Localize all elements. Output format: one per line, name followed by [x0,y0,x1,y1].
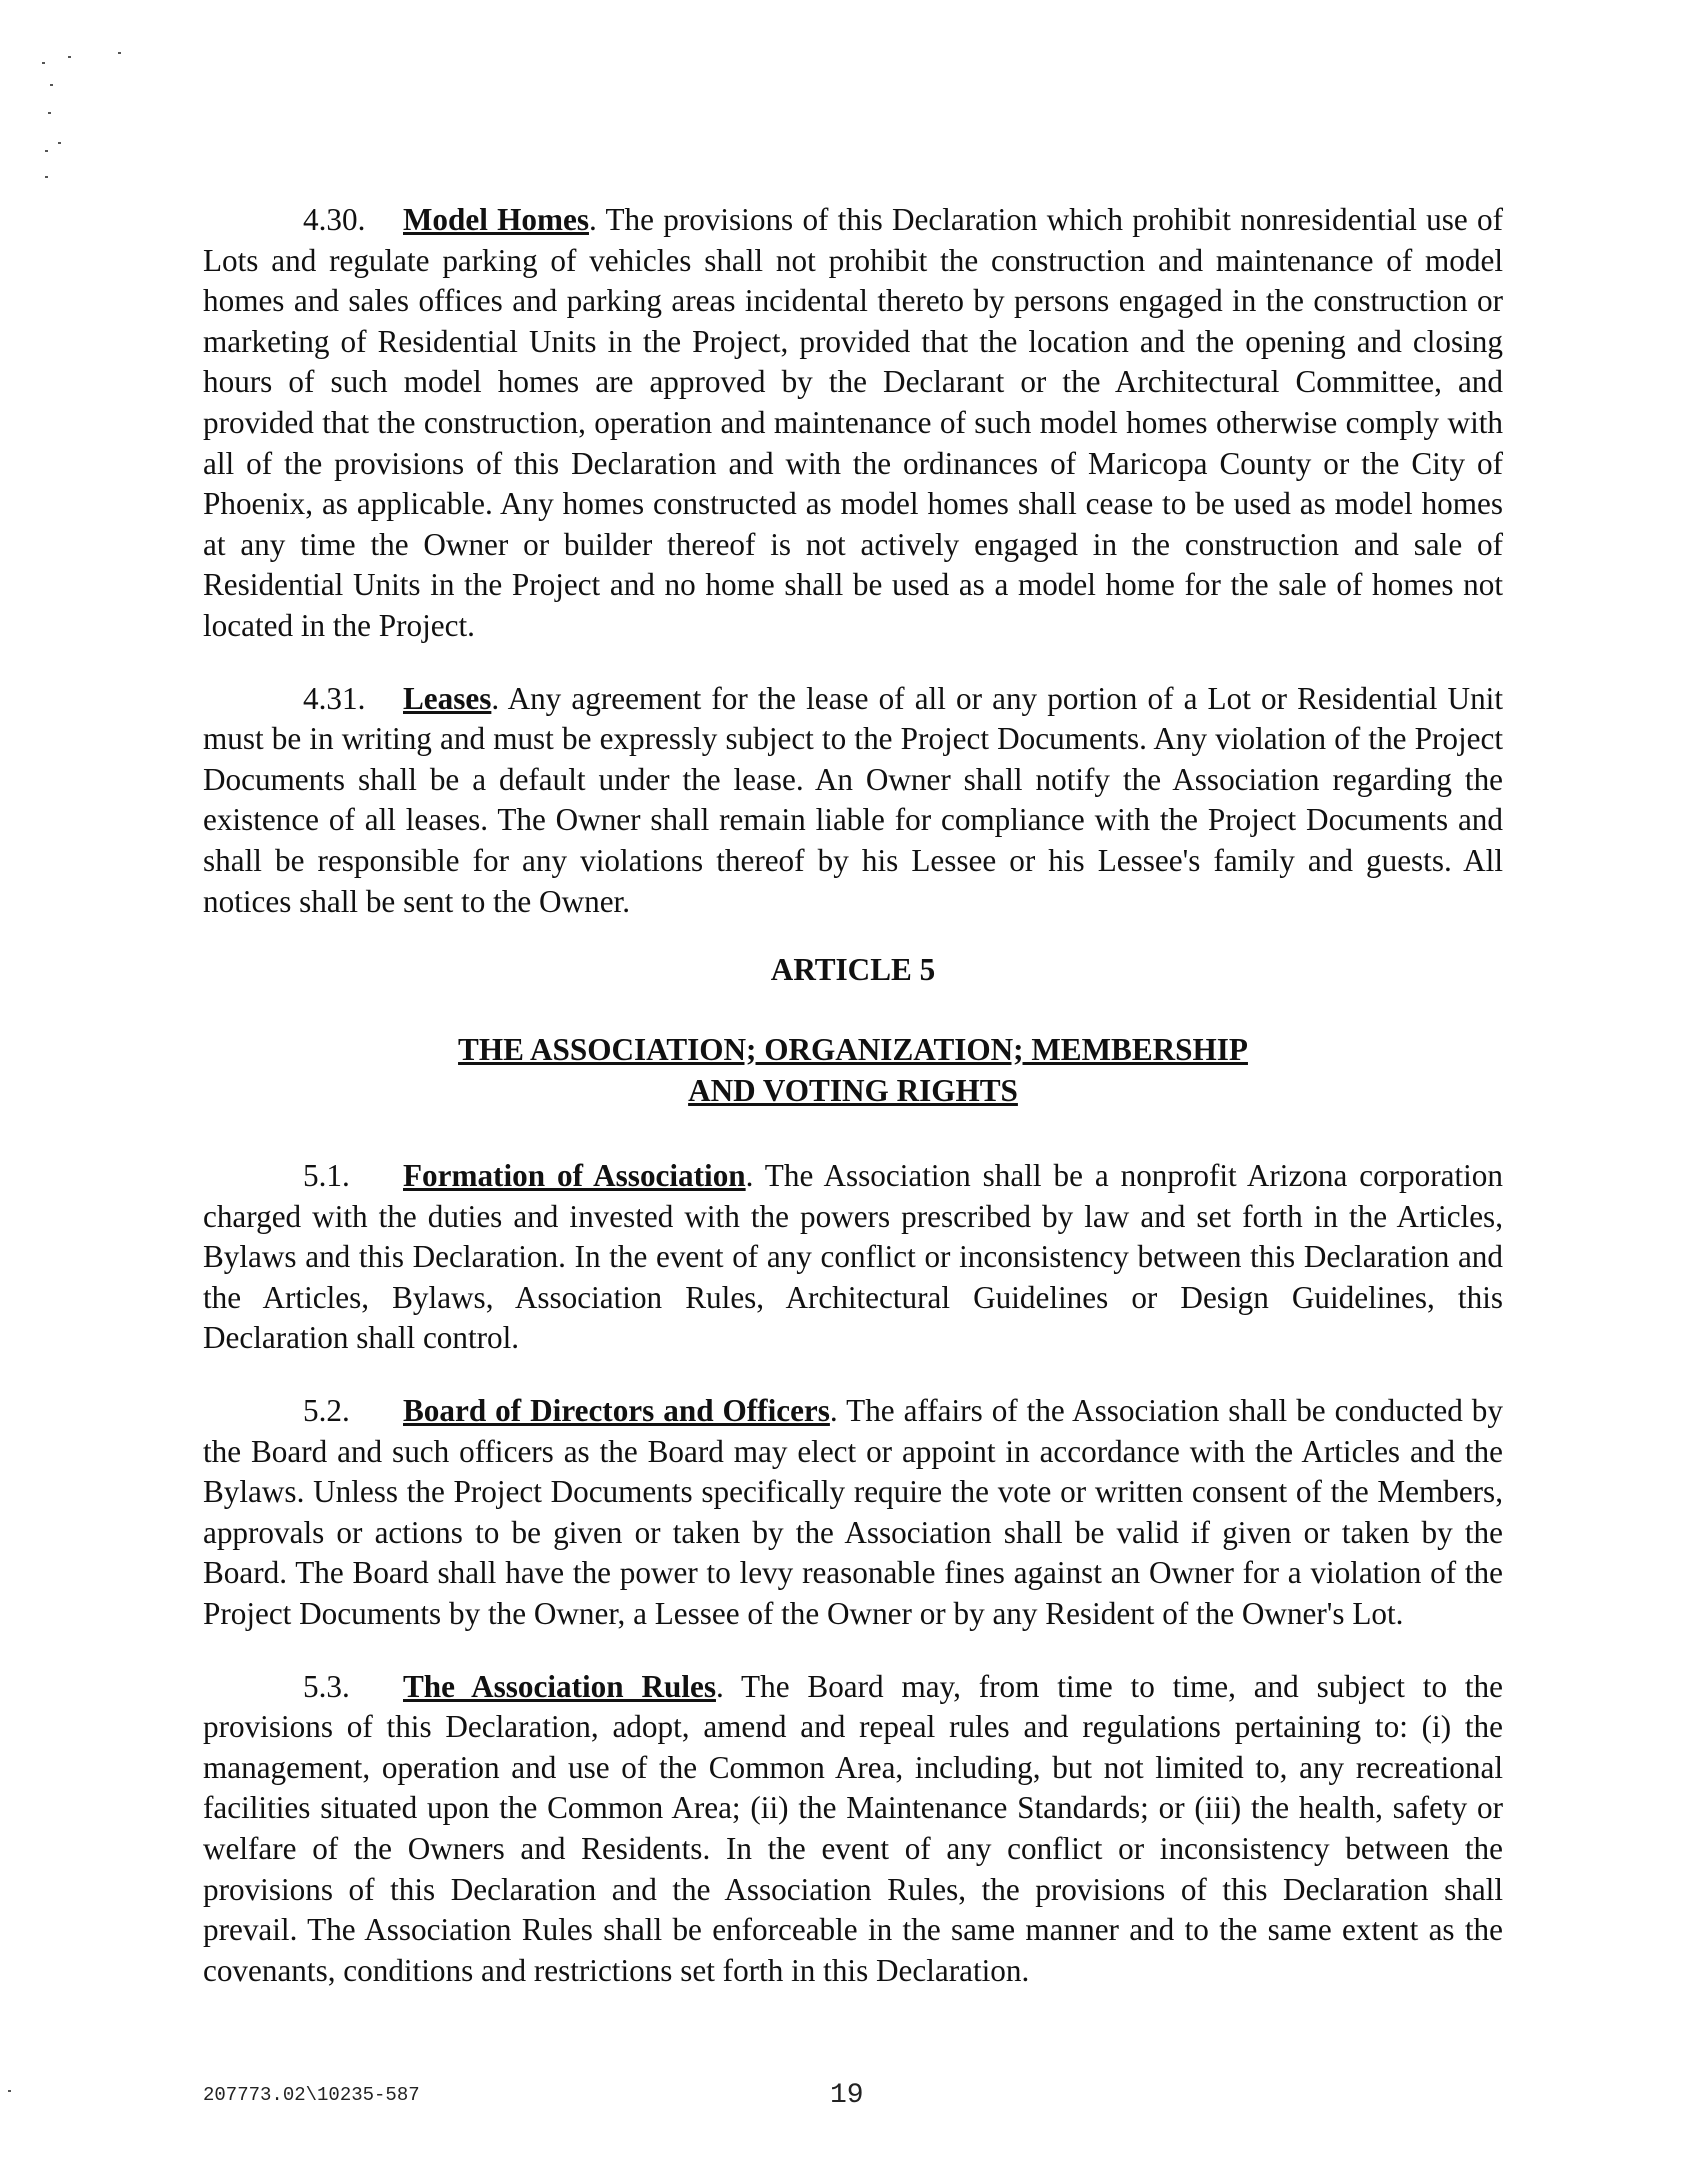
section-title: Model Homes [403,202,589,237]
scan-speck [58,142,61,144]
scan-speck [45,150,48,152]
article-title-line-1: THE ASSOCIATION; ORGANIZATION; MEMBERSHIP [458,1032,1248,1067]
body-text-upper [203,200,1503,922]
document-code: 207773.02\10235-587 [203,2084,420,2106]
section-title: The Association Rules [403,1668,716,1704]
section-4-30 [203,200,1503,647]
section-text: . The provisions of this Declaration which prohibit nonresidential use of Lots and regulate parking of vehicles shall not prohibit the construction and maintenance of model homes and sales offices and parking areas incidental thereto by persons engaged in the construction or marketing of Residential Units in the Project, provided that the location and the opening and closing hours of such model homes are approved by the Declarant or the Architectural Committee, and provided that the construction, operation and maintenance of such model homes otherwise comply with all of the provisions of this Declaration and with the ordinances of Maricopa County or the City of Phoenix, as applicable. Any homes constructed as model homes shall cease to be used as model homes at any time the Owner or builder thereof is not actively engaged in the construction and sale of Residential Units in the Project and no home shall be used as a model home for the sale of homes not located in the Project. [203,202,1503,643]
article-title [203,1030,1503,1111]
section-5-3 [203,1667,1503,1992]
article-title-line-2: AND VOTING RIGHTS [688,1072,1018,1108]
scan-speck [68,56,71,58]
article-heading: ARTICLE 5 [770,952,936,987]
section-5-1 [203,1156,1503,1359]
section-number: 5.1. [303,1158,350,1193]
scan-speck [42,62,45,64]
scan-speck [48,112,51,114]
body-text-lower [203,1156,1503,1991]
scan-speck [118,52,121,54]
section-number: 5.2. [303,1392,350,1428]
section-number: 4.31. [303,680,366,716]
section-text: . The Board may, from time to time, and subject to the provisions of this Declaration, adopt, amend and repeal rules and regulations pertaining to: (i) the management, operation and use of the Common Area, including, but not limited to, any recreational facilities situated upon the Common Area; (ii) the Maintenance Standards; or (iii) the health, safety or welfare of the Owners and Residents. In the event of any conflict or inconsistency between the provisions of this Declaration and the Association Rules, the provisions of this Declaration shall prevail. The Association Rules shall be enforceable in the same manner and to the same extent as the covenants, conditions and restrictions set forth in this Declaration. [203,1668,1503,1988]
section-5-2 [203,1391,1503,1635]
scan-speck [50,84,53,86]
section-title: Formation of Association [403,1158,746,1193]
section-number: 5.3. [303,1668,350,1704]
scan-speck [8,2090,11,2092]
section-text: . Any agreement for the lease of all or any portion of a Lot or Residential Unit must be in writing and must be expressly subject to the Project Documents. Any violation of the Project Documents shall be a default under the lease. An Owner shall notify the Association regarding the existence of all leases. The Owner shall remain liable for compliance with the Project Documents and shall be responsible for any violations thereof by his Lessee or his Lessee's family and guests. All notices shall be sent to the Owner. [203,680,1503,919]
section-4-31 [203,679,1503,923]
scan-speck [45,176,48,178]
section-title: Leases [403,680,492,716]
section-text: . The Association shall be a nonprofit Arizona corporation charged with the duties and invested with the powers prescribed by law and set forth in the Articles, Bylaws and this Declaration. In the event of any conflict or inconsistency between this Declaration and the Articles, Bylaws, Association Rules, Architectural Guidelines or Design Guidelines, this Declaration shall control. [203,1158,1503,1356]
section-number: 4.30. [303,202,366,237]
section-text: . The affairs of the Association shall be conducted by the Board and such officers as the Board may elect or appoint in accordance with the Articles and the Bylaws. Unless the Project Documents specifically require the vote or written consent of the Members, approvals or actions to be given or taken by the Association shall be valid if given or taken by the Board. The Board shall have the power to levy reasonable fines against an Owner for a violation of the Project Documents by the Owner, a Lessee of the Owner or by any Resident of the Owner's Lot. [203,1392,1503,1631]
section-title: Board of Directors and Officers [403,1392,830,1428]
page-number: 19 [830,2080,864,2111]
